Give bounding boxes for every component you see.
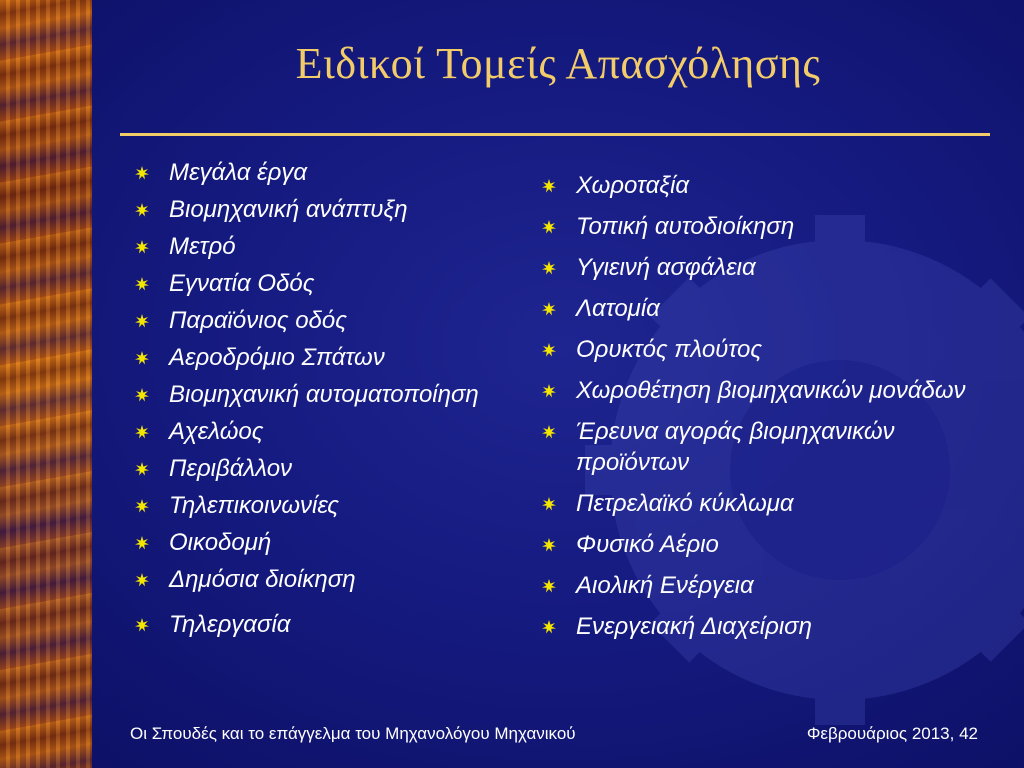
list-item-label: Τηλεπικοινωνίες [169,492,339,519]
list-item-label: Δημόσια διοίκηση [169,566,356,593]
yellow-burst-icon [135,425,149,439]
yellow-burst-icon [135,536,149,550]
list-item [133,379,513,410]
list-item-label: Οικοδομή [169,529,272,556]
list-item [133,564,513,595]
left-bullet-list [133,157,513,646]
list-item [540,334,1000,365]
list-item [133,157,513,188]
yellow-burst-icon [135,388,149,402]
yellow-burst-icon [542,302,556,316]
yellow-burst-icon [542,538,556,552]
list-item-label: Υγιεινή ασφάλεια [576,254,756,281]
list-item [133,231,513,262]
yellow-burst-icon [542,579,556,593]
list-item-label: Ορυκτός πλούτος [576,336,763,363]
list-item [540,375,1000,406]
footer-course-title: Οι Σπουδές και το επάγγελμα του Μηχανολόγου Μηχανικού [130,724,576,743]
list-item-label: Τοπική αυτοδιοίκηση [576,213,795,240]
yellow-burst-icon [542,343,556,357]
right-bullet-list [540,170,1000,652]
list-item-label: Βιομηχανική αυτοματοποίηση [169,381,479,408]
list-item [133,609,513,640]
yellow-burst-icon [135,314,149,328]
title-divider [120,133,990,136]
list-item [540,416,1000,478]
list-item [540,170,1000,201]
list-item-label: Βιομηχανική ανάπτυξη [169,196,408,223]
yellow-burst-icon [542,261,556,275]
list-item-label: Μεγάλα έργα [169,159,308,186]
list-item-label: Αχελώος [169,418,264,445]
list-item-label: Μετρό [169,233,236,260]
list-item-label: Φυσικό Αέριο [576,531,719,558]
list-item [540,611,1000,642]
yellow-burst-icon [135,240,149,254]
decorative-left-strip [0,0,92,768]
list-item-label: Τηλεργασία [169,611,291,638]
yellow-burst-icon [135,203,149,217]
yellow-burst-icon [542,425,556,439]
yellow-burst-icon [542,497,556,511]
yellow-burst-icon [135,166,149,180]
list-item [133,453,513,484]
list-item [540,529,1000,560]
list-item [540,252,1000,283]
list-item [540,488,1000,519]
list-item-label: Λατομία [576,295,660,322]
yellow-burst-icon [542,384,556,398]
list-item [540,211,1000,242]
yellow-burst-icon [135,499,149,513]
list-item-label: Πετρελαϊκό κύκλωμα [576,490,794,517]
list-item [540,570,1000,601]
yellow-burst-icon [542,620,556,634]
list-item [133,490,513,521]
list-item-label: Χωροταξία [576,172,690,199]
list-item-label: Παραϊόνιος οδός [169,307,347,334]
list-item [133,268,513,299]
list-item [133,527,513,558]
yellow-burst-icon [135,618,149,632]
yellow-burst-icon [135,277,149,291]
yellow-burst-icon [135,573,149,587]
list-item [540,293,1000,324]
list-item-label: Αιολική Ενέργεια [576,572,754,599]
list-item [133,305,513,336]
list-item [133,342,513,373]
list-item-label: Έρευνα αγοράς βιομηχανικών προϊόντων [576,418,895,476]
list-item-label: Περιβάλλον [169,455,293,482]
yellow-burst-icon [135,351,149,365]
footer-date-page: Φεβρουάριος 2013, 42 [806,724,978,743]
list-item [133,416,513,447]
list-item-label: Χωροθέτηση βιομηχανικών μονάδων [576,377,966,404]
list-item [133,194,513,225]
slide-title: Ειδικοί Τομείς Απασχόλησης [295,39,821,88]
list-item-label: Αεροδρόμιο Σπάτων [169,344,385,371]
yellow-burst-icon [542,220,556,234]
yellow-burst-icon [135,462,149,476]
list-item-label: Εγνατία Οδός [169,270,315,297]
list-item-label: Ενεργειακή Διαχείριση [576,613,812,640]
yellow-burst-icon [542,179,556,193]
